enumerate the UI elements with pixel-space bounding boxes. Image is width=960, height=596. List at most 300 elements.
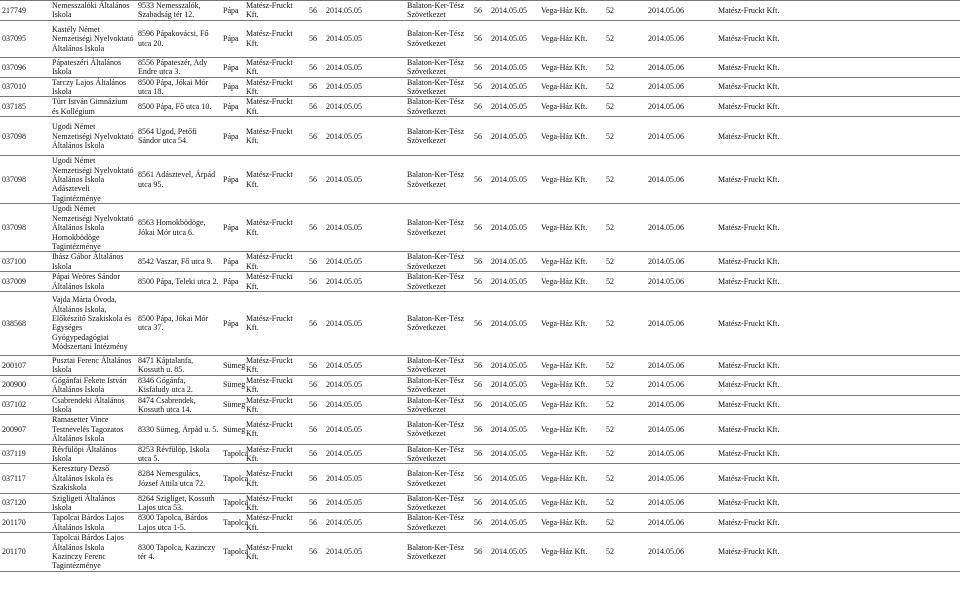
contractor-3: Matész-Fruckt Kft. bbox=[716, 1, 960, 21]
supplier: Balaton-Ker-Tész Szövetkezet bbox=[405, 156, 472, 204]
date-3: 2014.05.06 bbox=[646, 415, 716, 444]
date-1: 2014.05.05 bbox=[324, 97, 405, 117]
table-row bbox=[0, 291, 960, 355]
number-3: 52 bbox=[604, 252, 646, 272]
date-1: 2014.05.05 bbox=[324, 395, 405, 415]
date-1: 2014.05.05 bbox=[324, 252, 405, 272]
contractor-2: Vega-Ház Kft. bbox=[539, 464, 604, 493]
contractor-3: Matész-Fruckt Kft. bbox=[716, 493, 960, 513]
school-id: 037120 bbox=[0, 493, 50, 513]
date-2: 2014.05.05 bbox=[489, 20, 539, 57]
date-1: 2014.05.05 bbox=[324, 444, 405, 464]
contractor-3: Matész-Fruckt Kft. bbox=[716, 355, 960, 375]
supplier: Balaton-Ker-Tész Szövetkezet bbox=[405, 291, 472, 355]
school-address: 8500 Pápa, Jókai Mór utca 18. bbox=[136, 77, 221, 97]
number-1: 56 bbox=[307, 1, 324, 21]
contractor-1: Matész-Fruckt Kft. bbox=[244, 444, 307, 464]
school-id: 200907 bbox=[0, 415, 50, 444]
number-2: 56 bbox=[472, 375, 489, 395]
supplier: Balaton-Ker-Tész Szövetkezet bbox=[405, 375, 472, 395]
table-row bbox=[0, 156, 960, 204]
contractor-2: Vega-Ház Kft. bbox=[539, 493, 604, 513]
date-1: 2014.05.05 bbox=[324, 204, 405, 252]
number-2: 56 bbox=[472, 513, 489, 533]
date-1: 2014.05.05 bbox=[324, 57, 405, 77]
number-3: 52 bbox=[604, 464, 646, 493]
table-row bbox=[0, 20, 960, 57]
number-3: 52 bbox=[604, 77, 646, 97]
date-2: 2014.05.05 bbox=[489, 464, 539, 493]
number-3: 52 bbox=[604, 415, 646, 444]
contractor-2: Vega-Ház Kft. bbox=[539, 513, 604, 533]
date-1: 2014.05.05 bbox=[324, 464, 405, 493]
city: Pápa bbox=[221, 117, 244, 156]
school-address: 8500 Pápa, Fő utca 10. bbox=[136, 97, 221, 117]
school-address: 8542 Vaszar, Fő utca 9. bbox=[136, 252, 221, 272]
number-3: 52 bbox=[604, 1, 646, 21]
number-2: 56 bbox=[472, 252, 489, 272]
date-2: 2014.05.05 bbox=[489, 117, 539, 156]
contractor-2: Vega-Ház Kft. bbox=[539, 204, 604, 252]
date-2: 2014.05.05 bbox=[489, 252, 539, 272]
contractor-3: Matész-Fruckt Kft. bbox=[716, 204, 960, 252]
school-name: Vajda Márta Óvoda, Általános Iskola, Előkészítő Szakiskola és Egységes Gyógypedagógiai Módszertani Intézmény bbox=[50, 291, 136, 355]
number-3: 52 bbox=[604, 272, 646, 292]
table-row bbox=[0, 117, 960, 156]
date-2: 2014.05.05 bbox=[489, 533, 539, 572]
table-body bbox=[0, 1, 960, 572]
number-2: 56 bbox=[472, 156, 489, 204]
contractor-2: Vega-Ház Kft. bbox=[539, 272, 604, 292]
contractor-1: Matész-Fruckt Kft. bbox=[244, 57, 307, 77]
contractor-2: Vega-Ház Kft. bbox=[539, 77, 604, 97]
school-name: Ugodi Német Nemzetiségi Nyelvoktató Általános Iskola bbox=[50, 117, 136, 156]
date-1: 2014.05.05 bbox=[324, 156, 405, 204]
table-row bbox=[0, 252, 960, 272]
number-2: 56 bbox=[472, 204, 489, 252]
number-1: 56 bbox=[307, 252, 324, 272]
date-2: 2014.05.05 bbox=[489, 156, 539, 204]
contractor-2: Vega-Ház Kft. bbox=[539, 97, 604, 117]
city: Tapolca bbox=[221, 444, 244, 464]
supplier: Balaton-Ker-Tész Szövetkezet bbox=[405, 533, 472, 572]
school-address: 9533 Nemesszalók, Szabadság tér 12. bbox=[136, 1, 221, 21]
date-1: 2014.05.05 bbox=[324, 513, 405, 533]
contractor-3: Matész-Fruckt Kft. bbox=[716, 395, 960, 415]
city: Pápa bbox=[221, 97, 244, 117]
number-1: 56 bbox=[307, 97, 324, 117]
supplier: Balaton-Ker-Tész Szövetkezet bbox=[405, 493, 472, 513]
number-2: 56 bbox=[472, 20, 489, 57]
number-3: 52 bbox=[604, 493, 646, 513]
supplier: Balaton-Ker-Tész Szövetkezet bbox=[405, 252, 472, 272]
school-id: 200107 bbox=[0, 355, 50, 375]
contractor-3: Matész-Fruckt Kft. bbox=[716, 291, 960, 355]
supplier: Balaton-Ker-Tész Szövetkezet bbox=[405, 57, 472, 77]
contractor-1: Matész-Fruckt Kft. bbox=[244, 533, 307, 572]
supplier: Balaton-Ker-Tész Szövetkezet bbox=[405, 77, 472, 97]
table-row bbox=[0, 375, 960, 395]
school-address: 8564 Ugod, Petőfi Sándor utca 54. bbox=[136, 117, 221, 156]
number-1: 56 bbox=[307, 444, 324, 464]
contractor-3: Matész-Fruckt Kft. bbox=[716, 252, 960, 272]
number-3: 52 bbox=[604, 97, 646, 117]
contractor-1: Matész-Fruckt Kft. bbox=[244, 97, 307, 117]
school-address: 8474 Csabrendek, Kossuth utca 14. bbox=[136, 395, 221, 415]
table-row bbox=[0, 57, 960, 77]
contractor-3: Matész-Fruckt Kft. bbox=[716, 77, 960, 97]
number-2: 56 bbox=[472, 272, 489, 292]
city: Tapolca bbox=[221, 533, 244, 572]
table-row bbox=[0, 444, 960, 464]
city: Pápa bbox=[221, 272, 244, 292]
city: Pápa bbox=[221, 77, 244, 97]
contractor-1: Matész-Fruckt Kft. bbox=[244, 493, 307, 513]
number-3: 52 bbox=[604, 395, 646, 415]
date-3: 2014.05.06 bbox=[646, 57, 716, 77]
date-3: 2014.05.06 bbox=[646, 252, 716, 272]
city: Pápa bbox=[221, 291, 244, 355]
table-row bbox=[0, 355, 960, 375]
city: Pápa bbox=[221, 57, 244, 77]
date-1: 2014.05.05 bbox=[324, 355, 405, 375]
contractor-2: Vega-Ház Kft. bbox=[539, 291, 604, 355]
contractor-2: Vega-Ház Kft. bbox=[539, 57, 604, 77]
number-2: 56 bbox=[472, 117, 489, 156]
date-1: 2014.05.05 bbox=[324, 1, 405, 21]
school-id: 037096 bbox=[0, 57, 50, 77]
supplier: Balaton-Ker-Tész Szövetkezet bbox=[405, 97, 472, 117]
city: Tapolca bbox=[221, 513, 244, 533]
date-3: 2014.05.06 bbox=[646, 1, 716, 21]
contractor-2: Vega-Ház Kft. bbox=[539, 117, 604, 156]
school-id: 037100 bbox=[0, 252, 50, 272]
date-3: 2014.05.06 bbox=[646, 444, 716, 464]
date-3: 2014.05.06 bbox=[646, 117, 716, 156]
city: Pápa bbox=[221, 156, 244, 204]
city: Tapolca bbox=[221, 464, 244, 493]
school-id: 217749 bbox=[0, 1, 50, 21]
table-row bbox=[0, 464, 960, 493]
date-1: 2014.05.05 bbox=[324, 415, 405, 444]
number-1: 56 bbox=[307, 464, 324, 493]
date-1: 2014.05.05 bbox=[324, 20, 405, 57]
date-3: 2014.05.06 bbox=[646, 156, 716, 204]
school-id: 037009 bbox=[0, 272, 50, 292]
date-3: 2014.05.06 bbox=[646, 513, 716, 533]
school-id: 037117 bbox=[0, 464, 50, 493]
date-3: 2014.05.06 bbox=[646, 291, 716, 355]
school-name: Ugodi Német Nemzetiségi Nyelvoktató Általános Iskola Adászteveli Tagintézménye bbox=[50, 156, 136, 204]
contractor-1: Matész-Fruckt Kft. bbox=[244, 513, 307, 533]
supplier: Balaton-Ker-Tész Szövetkezet bbox=[405, 355, 472, 375]
school-id: 037095 bbox=[0, 20, 50, 57]
city: Pápa bbox=[221, 252, 244, 272]
date-2: 2014.05.05 bbox=[489, 355, 539, 375]
school-name: Pápateszéri Általános Iskola bbox=[50, 57, 136, 77]
school-id: 037102 bbox=[0, 395, 50, 415]
date-2: 2014.05.05 bbox=[489, 272, 539, 292]
number-2: 56 bbox=[472, 415, 489, 444]
number-2: 56 bbox=[472, 493, 489, 513]
contractor-1: Matész-Fruckt Kft. bbox=[244, 291, 307, 355]
date-1: 2014.05.05 bbox=[324, 493, 405, 513]
school-address: 8596 Pápakovácsi, Fő utca 20. bbox=[136, 20, 221, 57]
date-2: 2014.05.05 bbox=[489, 97, 539, 117]
school-name: Szigligeti Általános Iskola bbox=[50, 493, 136, 513]
number-1: 56 bbox=[307, 204, 324, 252]
date-2: 2014.05.05 bbox=[489, 513, 539, 533]
number-1: 56 bbox=[307, 117, 324, 156]
school-address: 8264 Szigliget, Kossuth Lajos utca 53. bbox=[136, 493, 221, 513]
contractor-1: Matész-Fruckt Kft. bbox=[244, 355, 307, 375]
school-address: 8300 Tapolca, Bárdos Lajos utca 1-5. bbox=[136, 513, 221, 533]
table-row bbox=[0, 272, 960, 292]
date-3: 2014.05.06 bbox=[646, 493, 716, 513]
date-1: 2014.05.05 bbox=[324, 375, 405, 395]
school-address: 8253 Révfülöp, Iskola utca 5. bbox=[136, 444, 221, 464]
school-id: 037098 bbox=[0, 204, 50, 252]
city: Pápa bbox=[221, 1, 244, 21]
contractor-3: Matész-Fruckt Kft. bbox=[716, 57, 960, 77]
contractor-1: Matész-Fruckt Kft. bbox=[244, 272, 307, 292]
number-1: 56 bbox=[307, 57, 324, 77]
contractor-1: Matész-Fruckt Kft. bbox=[244, 415, 307, 444]
date-1: 2014.05.05 bbox=[324, 117, 405, 156]
school-name: Türr István Gimnázium és Kollégium bbox=[50, 97, 136, 117]
school-name: Ugodi Német Nemzetiségi Nyelvoktató Általános Iskola Homokbödöge Tagintézménye bbox=[50, 204, 136, 252]
school-id: 201170 bbox=[0, 533, 50, 572]
school-name: Ihász Gábor Általános Iskola bbox=[50, 252, 136, 272]
table-row bbox=[0, 77, 960, 97]
contractor-3: Matész-Fruckt Kft. bbox=[716, 444, 960, 464]
date-2: 2014.05.05 bbox=[489, 444, 539, 464]
contractor-1: Matész-Fruckt Kft. bbox=[244, 395, 307, 415]
number-1: 56 bbox=[307, 272, 324, 292]
number-3: 52 bbox=[604, 355, 646, 375]
contractor-2: Vega-Ház Kft. bbox=[539, 355, 604, 375]
contractor-1: Matész-Fruckt Kft. bbox=[244, 1, 307, 21]
contractor-3: Matész-Fruckt Kft. bbox=[716, 117, 960, 156]
contractor-3: Matész-Fruckt Kft. bbox=[716, 513, 960, 533]
city: Pápa bbox=[221, 20, 244, 57]
date-3: 2014.05.06 bbox=[646, 272, 716, 292]
number-1: 56 bbox=[307, 20, 324, 57]
number-3: 52 bbox=[604, 117, 646, 156]
school-address: 8563 Homokbödöge, Jókai Mór utca 6. bbox=[136, 204, 221, 252]
date-2: 2014.05.05 bbox=[489, 1, 539, 21]
school-address: 8561 Adásztevel, Árpád utca 95. bbox=[136, 156, 221, 204]
contractor-1: Matész-Fruckt Kft. bbox=[244, 156, 307, 204]
contractor-2: Vega-Ház Kft. bbox=[539, 375, 604, 395]
number-3: 52 bbox=[604, 444, 646, 464]
number-2: 56 bbox=[472, 57, 489, 77]
table-row bbox=[0, 204, 960, 252]
contractor-2: Vega-Ház Kft. bbox=[539, 252, 604, 272]
contractor-3: Matész-Fruckt Kft. bbox=[716, 415, 960, 444]
school-name: Ramasetter Vince Testnevelés Tagozatos Általános Iskola bbox=[50, 415, 136, 444]
city: Sümeg bbox=[221, 375, 244, 395]
school-name: Nemesszalóki Általános Iskola bbox=[50, 1, 136, 21]
number-3: 52 bbox=[604, 291, 646, 355]
contractor-1: Matész-Fruckt Kft. bbox=[244, 117, 307, 156]
number-1: 56 bbox=[307, 513, 324, 533]
date-1: 2014.05.05 bbox=[324, 77, 405, 97]
date-2: 2014.05.05 bbox=[489, 375, 539, 395]
school-id: 037119 bbox=[0, 444, 50, 464]
number-2: 56 bbox=[472, 533, 489, 572]
number-3: 52 bbox=[604, 375, 646, 395]
school-name: Révfülöpi Általános Iskola bbox=[50, 444, 136, 464]
school-id: 037098 bbox=[0, 156, 50, 204]
school-name: Pusztai Ferenc Általános Iskola bbox=[50, 355, 136, 375]
date-3: 2014.05.06 bbox=[646, 204, 716, 252]
number-3: 52 bbox=[604, 57, 646, 77]
school-id: 200900 bbox=[0, 375, 50, 395]
contractor-2: Vega-Ház Kft. bbox=[539, 1, 604, 21]
city: Sümeg bbox=[221, 395, 244, 415]
table-row bbox=[0, 97, 960, 117]
school-address: 8556 Pápateszér, Ady Endre utca 3. bbox=[136, 57, 221, 77]
number-2: 56 bbox=[472, 395, 489, 415]
number-2: 56 bbox=[472, 464, 489, 493]
date-2: 2014.05.05 bbox=[489, 57, 539, 77]
contractor-2: Vega-Ház Kft. bbox=[539, 20, 604, 57]
number-1: 56 bbox=[307, 355, 324, 375]
city: Tapolca bbox=[221, 493, 244, 513]
school-address: 8300 Tapolca, Kazinczy tér 4. bbox=[136, 533, 221, 572]
supplier: Balaton-Ker-Tész Szövetkezet bbox=[405, 1, 472, 21]
number-2: 56 bbox=[472, 355, 489, 375]
number-1: 56 bbox=[307, 395, 324, 415]
contractor-1: Matész-Fruckt Kft. bbox=[244, 204, 307, 252]
supplier: Balaton-Ker-Tész Szövetkezet bbox=[405, 444, 472, 464]
school-id: 037185 bbox=[0, 97, 50, 117]
school-address: 8284 Nemesgulács, József Attila utca 72. bbox=[136, 464, 221, 493]
number-1: 56 bbox=[307, 415, 324, 444]
date-3: 2014.05.06 bbox=[646, 375, 716, 395]
table-row bbox=[0, 533, 960, 572]
contractor-3: Matész-Fruckt Kft. bbox=[716, 97, 960, 117]
date-3: 2014.05.06 bbox=[646, 355, 716, 375]
date-2: 2014.05.05 bbox=[489, 415, 539, 444]
supplier: Balaton-Ker-Tész Szövetkezet bbox=[405, 464, 472, 493]
school-name: Tapolcai Bárdos Lajos Általános Iskola Kazinczy Ferenc Tagintézménye bbox=[50, 533, 136, 572]
school-name: Csabrendeki Általános Iskola bbox=[50, 395, 136, 415]
number-3: 52 bbox=[604, 156, 646, 204]
school-address: 8330 Sümeg, Árpád u. 5. bbox=[136, 415, 221, 444]
school-name: Kastély Német Nemzetiségi Nyelvoktató Általános Iskola bbox=[50, 20, 136, 57]
school-id: 037098 bbox=[0, 117, 50, 156]
city: Sümeg bbox=[221, 415, 244, 444]
contractor-2: Vega-Ház Kft. bbox=[539, 415, 604, 444]
supplier: Balaton-Ker-Tész Szövetkezet bbox=[405, 395, 472, 415]
supplier: Balaton-Ker-Tész Szövetkezet bbox=[405, 204, 472, 252]
contractor-2: Vega-Ház Kft. bbox=[539, 395, 604, 415]
number-1: 56 bbox=[307, 493, 324, 513]
number-1: 56 bbox=[307, 291, 324, 355]
school-name: Tapolcai Bárdos Lajos Általános Iskola bbox=[50, 513, 136, 533]
city: Pápa bbox=[221, 204, 244, 252]
contractor-1: Matész-Fruckt Kft. bbox=[244, 375, 307, 395]
number-2: 56 bbox=[472, 77, 489, 97]
date-2: 2014.05.05 bbox=[489, 291, 539, 355]
school-id: 037010 bbox=[0, 77, 50, 97]
contractor-1: Matész-Fruckt Kft. bbox=[244, 252, 307, 272]
school-address: 8500 Pápa, Teleki utca 2. bbox=[136, 272, 221, 292]
table-row bbox=[0, 513, 960, 533]
school-address: 8471 Káptalanfa, Kossuth u. 85. bbox=[136, 355, 221, 375]
number-1: 56 bbox=[307, 77, 324, 97]
date-1: 2014.05.05 bbox=[324, 272, 405, 292]
date-3: 2014.05.06 bbox=[646, 533, 716, 572]
number-3: 52 bbox=[604, 513, 646, 533]
number-1: 56 bbox=[307, 375, 324, 395]
contractor-1: Matész-Fruckt Kft. bbox=[244, 20, 307, 57]
date-3: 2014.05.06 bbox=[646, 97, 716, 117]
number-1: 56 bbox=[307, 533, 324, 572]
date-1: 2014.05.05 bbox=[324, 533, 405, 572]
date-3: 2014.05.06 bbox=[646, 464, 716, 493]
supplier: Balaton-Ker-Tész Szövetkezet bbox=[405, 20, 472, 57]
contractor-2: Vega-Ház Kft. bbox=[539, 444, 604, 464]
date-3: 2014.05.06 bbox=[646, 395, 716, 415]
table-row bbox=[0, 1, 960, 21]
school-id: 201170 bbox=[0, 513, 50, 533]
contractor-3: Matész-Fruckt Kft. bbox=[716, 375, 960, 395]
school-name: Kereszturу Dezső Általános Iskola és Szakiskola bbox=[50, 464, 136, 493]
contractor-3: Matész-Fruckt Kft. bbox=[716, 20, 960, 57]
contractor-3: Matész-Fruckt Kft. bbox=[716, 156, 960, 204]
number-1: 56 bbox=[307, 156, 324, 204]
number-2: 56 bbox=[472, 1, 489, 21]
school-name: Tarczy Lajos Általános Iskola bbox=[50, 77, 136, 97]
city: Sümeg bbox=[221, 355, 244, 375]
contractor-1: Matész-Fruckt Kft. bbox=[244, 464, 307, 493]
contractor-3: Matész-Fruckt Kft. bbox=[716, 464, 960, 493]
table-row bbox=[0, 395, 960, 415]
number-2: 56 bbox=[472, 444, 489, 464]
school-name: Gógánfai Fekete István Általános Iskola bbox=[50, 375, 136, 395]
date-2: 2014.05.05 bbox=[489, 493, 539, 513]
supplier: Balaton-Ker-Tész Szövetkezet bbox=[405, 513, 472, 533]
contractor-2: Vega-Ház Kft. bbox=[539, 156, 604, 204]
date-2: 2014.05.05 bbox=[489, 77, 539, 97]
date-3: 2014.05.06 bbox=[646, 20, 716, 57]
date-3: 2014.05.06 bbox=[646, 77, 716, 97]
contractor-3: Matész-Fruckt Kft. bbox=[716, 533, 960, 572]
date-1: 2014.05.05 bbox=[324, 291, 405, 355]
date-2: 2014.05.05 bbox=[489, 395, 539, 415]
school-id: 038568 bbox=[0, 291, 50, 355]
number-2: 56 bbox=[472, 291, 489, 355]
school-name: Pápai Weöres Sándor Általános Iskola bbox=[50, 272, 136, 292]
table-row bbox=[0, 415, 960, 444]
contractor-1: Matész-Fruckt Kft. bbox=[244, 77, 307, 97]
supplier: Balaton-Ker-Tész Szövetkezet bbox=[405, 415, 472, 444]
supplier: Balaton-Ker-Tész Szövetkezet bbox=[405, 272, 472, 292]
school-address: 8500 Pápa, Jókai Mór utca 37. bbox=[136, 291, 221, 355]
table-row bbox=[0, 493, 960, 513]
number-3: 52 bbox=[604, 533, 646, 572]
contractor-3: Matész-Fruckt Kft. bbox=[716, 272, 960, 292]
date-2: 2014.05.05 bbox=[489, 204, 539, 252]
school-address: 8346 Gógánfa, Kisfaludy utca 2. bbox=[136, 375, 221, 395]
contractor-2: Vega-Ház Kft. bbox=[539, 533, 604, 572]
number-3: 52 bbox=[604, 204, 646, 252]
number-2: 56 bbox=[472, 97, 489, 117]
number-3: 52 bbox=[604, 20, 646, 57]
